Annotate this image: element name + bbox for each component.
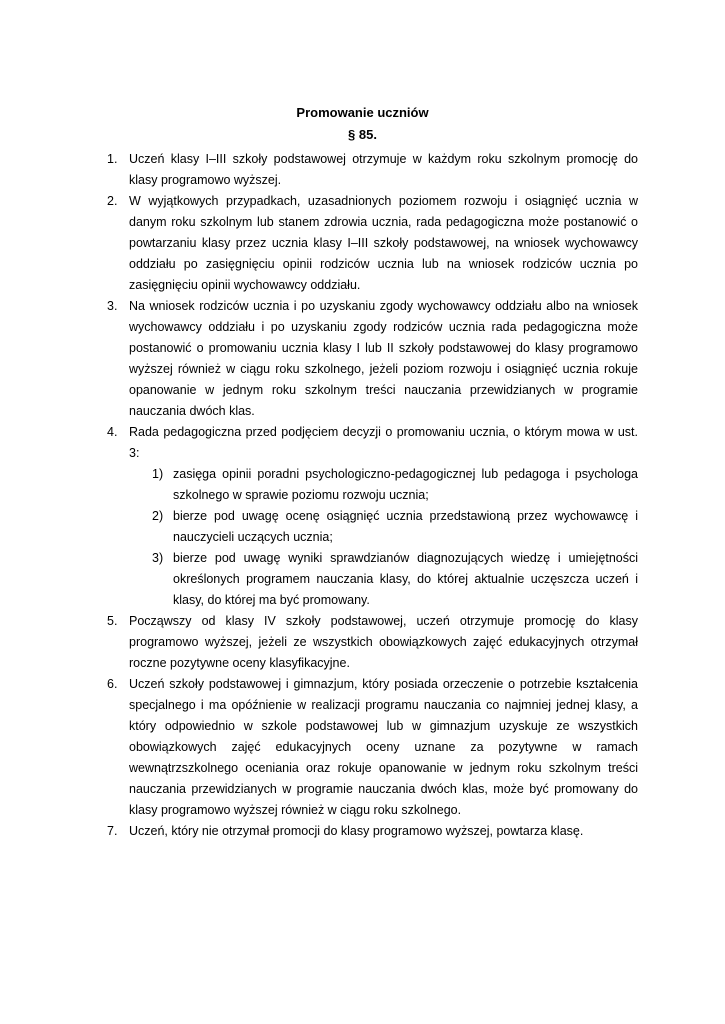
- list-item-text: Uczeń, który nie otrzymał promocji do klasy programowo wyższej, powtarza klasę.: [129, 824, 584, 838]
- list-item-number: 6.: [107, 677, 118, 691]
- list-item-number: 7.: [107, 824, 118, 838]
- list-item-text: Uczeń szkoły podstawowej i gimnazjum, który posiada orzeczenie o potrzebie kształcenia specjalnego i ma opóźnienie w realizacji programu nauczania co najmniej jednej klasy, a który odpowiednio w szkole podstawowej lub w gimnazjum uzyskuje ze wszystkich obowiązkowych zajęć edukacyjnych oceny uznane za pozytywne w ramach wewnątrzszkolnego oceniania oraz rokuje opanowanie w jednym roku szkolnym treści nauczania przewidzianych w programie nauczania dwóch klas, może być promowany do klasy programowo wyższej również w ciągu roku szkolnego.: [129, 677, 638, 817]
- list-item-text: W wyjątkowych przypadkach, uzasadnionych poziomem rozwoju i osiągnięć ucznia w danym roku szkolnym lub stanem zdrowia ucznia, rada pedagogiczna może postanowić o powtarzaniu klasy przez ucznia klasy I–III szkoły podstawowej, na wniosek wychowawcy oddziału po zasięgnięciu opinii rodziców ucznia lub na wniosek rodziców ucznia po zasięgnięciu opinii wychowawcy oddziału.: [129, 194, 638, 292]
- sub-list: [129, 464, 638, 611]
- sub-item-number: 1): [152, 467, 164, 481]
- numbered-list: [107, 149, 638, 842]
- list-item-5: [107, 611, 638, 674]
- sub-list-item-3: [129, 548, 638, 611]
- list-item-number: 1.: [107, 152, 118, 166]
- sub-list-item-2: [129, 506, 638, 548]
- sub-item-text: zasięga opinii poradni psychologiczno-pedagogicznej lub pedagoga i psychologa szkolnego w sprawie poziomu rozwoju ucznia;: [173, 467, 638, 502]
- list-item-text: Na wniosek rodziców ucznia i po uzyskaniu zgody wychowawcy oddziału albo na wniosek wychowawcy oddziału i po uzyskaniu zgody rodziców ucznia rada pedagogiczna może postanowić o promowaniu ucznia klasy I lub II szkoły podstawowej do klasy programowo wyższej również w ciągu roku szkolnego, jeżeli poziom rozwoju i osiągnięć ucznia rokuje opanowanie w jednym roku szkolnym treści nauczania przewidzianych w programie nauczania dwóch klas.: [129, 299, 638, 418]
- list-item-2: [107, 191, 638, 296]
- section-number: § 85.: [348, 127, 377, 142]
- list-item-text: Począwszy od klasy IV szkoły podstawowej, uczeń otrzymuje promocję do klasy programowo wyższej, jeżeli ze wszystkich obowiązkowych zajęć edukacyjnych otrzymał roczne pozytywne oceny klasyfikacyjne.: [129, 614, 638, 670]
- sub-item-number: 3): [152, 551, 164, 565]
- list-item-3: [107, 296, 638, 422]
- list-item-4: [107, 422, 638, 611]
- sub-item-text: bierze pod uwagę ocenę osiągnięć ucznia przedstawioną przez wychowawcę i nauczycieli uczących ucznia;: [173, 509, 638, 544]
- list-item-number: 5.: [107, 614, 118, 628]
- document-body: [107, 149, 638, 842]
- list-item-1: [107, 149, 638, 191]
- page-title: Promowanie uczniów: [296, 105, 429, 120]
- list-item-number: 4.: [107, 425, 118, 439]
- list-item-text: Rada pedagogiczna przed podjęciem decyzji o promowaniu ucznia, o którym mowa w ust. 3:: [129, 425, 638, 460]
- sub-item-text: bierze pod uwagę wyniki sprawdzianów diagnozujących wiedzę i umiejętności określonych programem nauczania klasy, do której aktualnie uczęszcza uczeń i klasy, do której ma być promowany.: [173, 551, 638, 607]
- list-item-number: 2.: [107, 194, 118, 208]
- sub-item-number: 2): [152, 509, 164, 523]
- list-item-7: [107, 821, 638, 842]
- sub-list-item-1: [129, 464, 638, 506]
- list-item-text: Uczeń klasy I–III szkoły podstawowej otrzymuje w każdym roku szkolnym promocję do klasy programowo wyższej.: [129, 152, 638, 187]
- list-item-6: [107, 674, 638, 821]
- list-item-number: 3.: [107, 299, 118, 313]
